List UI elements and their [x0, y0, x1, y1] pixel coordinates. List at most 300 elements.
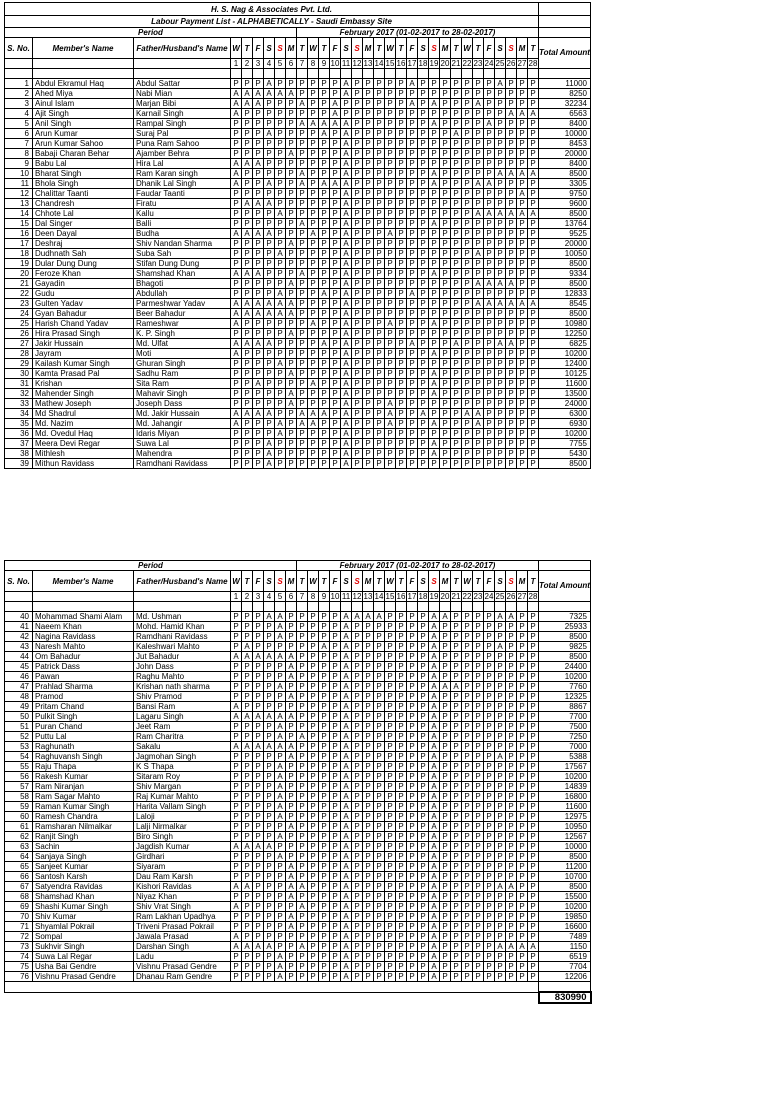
attendance-mark: P — [308, 429, 319, 439]
attendance-mark: P — [462, 762, 473, 772]
attendance-mark: P — [308, 299, 319, 309]
attendance-mark: P — [418, 632, 429, 642]
member-name: Suwa Lal Regar — [33, 952, 134, 962]
attendance-mark: A — [341, 419, 352, 429]
member-name: Puttu Lal — [33, 732, 134, 742]
attendance-mark: P — [341, 99, 352, 109]
father-husband-name: Bhagoti — [134, 279, 231, 289]
attendance-mark: P — [363, 672, 374, 682]
attendance-mark: P — [363, 419, 374, 429]
attendance-mark: P — [418, 642, 429, 652]
father-husband-name: Dau Ram Karsh — [134, 872, 231, 882]
attendance-mark: P — [528, 722, 539, 732]
member-name: Sanjeet Kumar — [33, 862, 134, 872]
attendance-mark: P — [352, 672, 363, 682]
attendance-mark: P — [242, 722, 253, 732]
attendance-mark: P — [451, 742, 462, 752]
weekday-header: T — [451, 38, 462, 59]
attendance-mark: P — [275, 319, 286, 329]
attendance-mark: P — [374, 852, 385, 862]
table-row — [5, 612, 591, 622]
attendance-mark: P — [506, 962, 517, 972]
attendance-mark: P — [517, 822, 528, 832]
attendance-mark: P — [319, 329, 330, 339]
total-amount: 8500 — [539, 169, 591, 179]
weekday-header: T — [396, 571, 407, 592]
weekday-header: S — [418, 38, 429, 59]
attendance-mark: A — [517, 189, 528, 199]
attendance-mark: P — [275, 199, 286, 209]
attendance-mark: P — [286, 159, 297, 169]
attendance-mark: P — [528, 772, 539, 782]
attendance-mark: P — [297, 449, 308, 459]
attendance-mark: P — [528, 409, 539, 419]
attendance-mark: P — [319, 812, 330, 822]
attendance-mark: P — [407, 139, 418, 149]
attendance-mark: P — [231, 399, 242, 409]
serial-number: 32 — [5, 389, 33, 399]
attendance-mark: P — [330, 672, 341, 682]
attendance-mark: P — [440, 822, 451, 832]
attendance-mark: P — [484, 682, 495, 692]
attendance-mark: P — [484, 309, 495, 319]
attendance-mark: P — [363, 882, 374, 892]
attendance-mark: P — [297, 792, 308, 802]
attendance-mark: P — [517, 782, 528, 792]
weekday-header: S — [275, 38, 286, 59]
serial-number: 36 — [5, 429, 33, 439]
attendance-mark: P — [517, 832, 528, 842]
attendance-mark: P — [363, 902, 374, 912]
attendance-mark: A — [231, 842, 242, 852]
attendance-mark: P — [231, 772, 242, 782]
attendance-mark: P — [484, 159, 495, 169]
attendance-mark: P — [242, 389, 253, 399]
weekday-header: S — [429, 38, 440, 59]
attendance-mark: A — [341, 792, 352, 802]
member-name: Dular Dung Dung — [33, 259, 134, 269]
table-row — [5, 149, 591, 159]
attendance-mark: P — [374, 972, 385, 982]
attendance-mark: P — [418, 239, 429, 249]
attendance-mark: P — [440, 722, 451, 732]
attendance-mark: P — [374, 439, 385, 449]
attendance-mark: P — [451, 892, 462, 902]
attendance-mark: A — [253, 299, 264, 309]
attendance-mark: P — [319, 632, 330, 642]
weekday-header: T — [297, 571, 308, 592]
attendance-mark: P — [407, 652, 418, 662]
attendance-mark: P — [253, 882, 264, 892]
table-row — [5, 892, 591, 902]
attendance-mark: P — [506, 652, 517, 662]
attendance-mark: P — [385, 109, 396, 119]
attendance-mark: P — [264, 782, 275, 792]
header-sno: S. No. — [5, 571, 33, 592]
attendance-mark: P — [484, 79, 495, 89]
attendance-mark: P — [528, 932, 539, 942]
table-row — [5, 782, 591, 792]
attendance-mark: A — [429, 179, 440, 189]
attendance-mark: P — [396, 339, 407, 349]
attendance-mark: P — [319, 159, 330, 169]
attendance-mark: P — [407, 772, 418, 782]
attendance-mark: P — [253, 672, 264, 682]
attendance-mark: A — [341, 762, 352, 772]
attendance-mark: A — [341, 912, 352, 922]
total-amount: 6930 — [539, 419, 591, 429]
attendance-mark: P — [462, 309, 473, 319]
serial-number: 55 — [5, 762, 33, 772]
attendance-mark: P — [242, 219, 253, 229]
attendance-mark: P — [484, 822, 495, 832]
attendance-mark: A — [341, 662, 352, 672]
serial-number: 46 — [5, 672, 33, 682]
attendance-mark: P — [418, 149, 429, 159]
attendance-mark: P — [275, 409, 286, 419]
attendance-mark: P — [297, 139, 308, 149]
attendance-mark: P — [473, 962, 484, 972]
attendance-mark: A — [286, 329, 297, 339]
total-amount: 7000 — [539, 742, 591, 752]
attendance-mark: A — [429, 119, 440, 129]
attendance-mark: P — [517, 79, 528, 89]
attendance-mark: P — [451, 429, 462, 439]
attendance-mark: P — [418, 932, 429, 942]
attendance-mark: P — [297, 692, 308, 702]
attendance-mark: P — [396, 139, 407, 149]
serial-number: 76 — [5, 972, 33, 982]
weekday-header: M — [286, 571, 297, 592]
attendance-mark: P — [418, 672, 429, 682]
attendance-mark: P — [264, 632, 275, 642]
attendance-mark: A — [429, 389, 440, 399]
total-amount: 12206 — [539, 972, 591, 982]
attendance-mark: A — [429, 672, 440, 682]
member-name: Jayram — [33, 349, 134, 359]
attendance-mark: A — [429, 742, 440, 752]
attendance-mark: A — [264, 842, 275, 852]
attendance-mark: P — [462, 239, 473, 249]
attendance-mark: P — [495, 802, 506, 812]
attendance-mark: A — [275, 722, 286, 732]
attendance-mark: A — [231, 712, 242, 722]
attendance-mark: P — [330, 169, 341, 179]
attendance-mark: P — [440, 792, 451, 802]
attendance-mark: P — [440, 622, 451, 632]
attendance-mark: P — [374, 672, 385, 682]
attendance-mark: P — [264, 429, 275, 439]
attendance-mark: P — [495, 632, 506, 642]
attendance-mark: P — [231, 209, 242, 219]
attendance-mark: A — [286, 672, 297, 682]
attendance-mark: P — [407, 902, 418, 912]
attendance-mark: P — [528, 832, 539, 842]
attendance-mark: P — [319, 269, 330, 279]
attendance-mark: P — [462, 642, 473, 652]
attendance-mark: P — [506, 782, 517, 792]
attendance-mark: P — [308, 632, 319, 642]
attendance-mark: P — [407, 349, 418, 359]
attendance-mark: P — [253, 752, 264, 762]
attendance-mark: A — [242, 652, 253, 662]
attendance-mark: P — [363, 712, 374, 722]
attendance-mark: P — [440, 882, 451, 892]
attendance-mark: P — [517, 219, 528, 229]
attendance-mark: P — [528, 662, 539, 672]
total-amount: 10000 — [539, 842, 591, 852]
attendance-mark: P — [231, 912, 242, 922]
header-total-amount: Total Amount — [539, 571, 591, 602]
attendance-mark: P — [286, 772, 297, 782]
attendance-mark: A — [440, 682, 451, 692]
attendance-mark: P — [495, 792, 506, 802]
attendance-mark: P — [352, 179, 363, 189]
attendance-mark: P — [330, 259, 341, 269]
attendance-mark: P — [297, 329, 308, 339]
attendance-mark: P — [374, 269, 385, 279]
day-number: 8 — [308, 59, 319, 69]
attendance-mark: P — [418, 319, 429, 329]
attendance-mark: P — [242, 682, 253, 692]
attendance-mark: P — [484, 259, 495, 269]
attendance-mark: P — [385, 289, 396, 299]
attendance-mark: P — [374, 682, 385, 692]
attendance-mark: P — [517, 802, 528, 812]
attendance-mark: P — [495, 419, 506, 429]
attendance-mark: P — [462, 439, 473, 449]
attendance-mark: P — [363, 702, 374, 712]
attendance-mark: A — [429, 349, 440, 359]
attendance-mark: P — [319, 79, 330, 89]
attendance-mark: P — [363, 359, 374, 369]
total-amount: 9750 — [539, 189, 591, 199]
attendance-mark: P — [440, 149, 451, 159]
day-number: 20 — [440, 59, 450, 68]
total-amount: 8400 — [539, 159, 591, 169]
father-husband-name: Md. Ulfat — [134, 339, 231, 349]
member-name: Puran Chand — [33, 722, 134, 732]
attendance-mark: A — [308, 379, 319, 389]
attendance-mark: P — [308, 712, 319, 722]
attendance-mark: P — [275, 159, 286, 169]
attendance-mark: P — [484, 349, 495, 359]
attendance-mark: P — [528, 159, 539, 169]
attendance-mark: P — [275, 892, 286, 902]
attendance-mark: P — [418, 812, 429, 822]
attendance-mark: P — [275, 862, 286, 872]
attendance-mark: P — [242, 189, 253, 199]
member-name: Gayadin — [33, 279, 134, 289]
attendance-mark: P — [506, 742, 517, 752]
attendance-mark: P — [286, 179, 297, 189]
attendance-mark: P — [440, 209, 451, 219]
attendance-mark: P — [308, 439, 319, 449]
attendance-mark: P — [352, 429, 363, 439]
attendance-mark: P — [418, 732, 429, 742]
attendance-mark: P — [264, 642, 275, 652]
attendance-mark: P — [528, 712, 539, 722]
attendance-mark: P — [308, 359, 319, 369]
attendance-mark: P — [242, 672, 253, 682]
total-amount: 6825 — [539, 339, 591, 349]
table-row — [5, 732, 591, 742]
serial-number: 4 — [5, 109, 33, 119]
attendance-mark: P — [275, 449, 286, 459]
total-amount: 17567 — [539, 762, 591, 772]
total-amount: 8500 — [539, 632, 591, 642]
attendance-mark: P — [385, 459, 396, 469]
attendance-mark: P — [440, 229, 451, 239]
attendance-mark: P — [275, 662, 286, 672]
attendance-mark: A — [429, 219, 440, 229]
attendance-mark: P — [440, 169, 451, 179]
attendance-mark: P — [462, 179, 473, 189]
attendance-mark: P — [264, 952, 275, 962]
attendance-mark: P — [374, 409, 385, 419]
attendance-mark: P — [231, 429, 242, 439]
attendance-mark: P — [308, 882, 319, 892]
attendance-mark: A — [341, 359, 352, 369]
attendance-mark: P — [352, 109, 363, 119]
attendance-mark: P — [407, 439, 418, 449]
attendance-mark: P — [484, 972, 495, 982]
attendance-mark: P — [286, 832, 297, 842]
attendance-mark: P — [352, 339, 363, 349]
attendance-mark: P — [297, 399, 308, 409]
attendance-mark: A — [528, 109, 539, 119]
attendance-mark: P — [253, 902, 264, 912]
attendance-mark: P — [363, 229, 374, 239]
attendance-mark: A — [429, 692, 440, 702]
member-name: Sanjaya Singh — [33, 852, 134, 862]
attendance-mark: P — [473, 672, 484, 682]
attendance-mark: P — [242, 762, 253, 772]
attendance-mark: P — [396, 972, 407, 982]
attendance-mark: A — [429, 962, 440, 972]
attendance-mark: A — [275, 972, 286, 982]
attendance-mark: P — [352, 912, 363, 922]
attendance-mark: P — [330, 359, 341, 369]
attendance-mark: P — [385, 449, 396, 459]
attendance-mark: P — [308, 159, 319, 169]
serial-number: 30 — [5, 369, 33, 379]
attendance-mark: A — [528, 942, 539, 952]
attendance-mark: P — [253, 912, 264, 922]
attendance-mark: P — [462, 902, 473, 912]
header-father-name: Father/Husband's Name — [134, 38, 231, 59]
attendance-mark: P — [506, 189, 517, 199]
attendance-mark: A — [341, 299, 352, 309]
attendance-mark: P — [385, 712, 396, 722]
attendance-mark: A — [297, 942, 308, 952]
attendance-mark: P — [297, 299, 308, 309]
day-number: 25 — [495, 59, 505, 68]
list-subtitle: Labour Payment List - ALPHABETICALLY - Saudi Embassy Site — [5, 16, 539, 28]
attendance-mark: P — [308, 792, 319, 802]
attendance-mark: P — [473, 832, 484, 842]
day-number: 12 — [352, 59, 362, 68]
attendance-mark: P — [352, 782, 363, 792]
attendance-mark: P — [231, 369, 242, 379]
attendance-mark: P — [264, 319, 275, 329]
attendance-mark: A — [231, 159, 242, 169]
attendance-mark: P — [473, 449, 484, 459]
table-row — [5, 882, 591, 892]
attendance-mark: P — [297, 439, 308, 449]
weekday-header: M — [440, 571, 451, 592]
day-number: 7 — [297, 59, 308, 69]
attendance-mark: P — [440, 419, 451, 429]
attendance-mark: P — [297, 832, 308, 842]
attendance-mark: P — [495, 129, 506, 139]
attendance-mark: P — [385, 379, 396, 389]
attendance-mark: P — [264, 119, 275, 129]
attendance-mark: P — [495, 902, 506, 912]
attendance-mark: P — [374, 722, 385, 732]
attendance-mark: P — [440, 459, 451, 469]
attendance-mark: A — [275, 309, 286, 319]
total-amount: 11200 — [539, 862, 591, 872]
attendance-mark: P — [418, 762, 429, 772]
attendance-mark: P — [308, 802, 319, 812]
attendance-mark: P — [462, 802, 473, 812]
attendance-mark: A — [231, 902, 242, 912]
attendance-mark: P — [407, 279, 418, 289]
father-husband-name: Raghu Mahto — [134, 672, 231, 682]
attendance-mark: P — [308, 742, 319, 752]
attendance-mark: P — [363, 742, 374, 752]
attendance-mark: A — [264, 179, 275, 189]
attendance-mark: P — [286, 199, 297, 209]
attendance-mark: A — [429, 812, 440, 822]
attendance-mark: P — [242, 429, 253, 439]
attendance-mark: P — [352, 852, 363, 862]
attendance-mark: P — [363, 912, 374, 922]
attendance-mark: P — [253, 622, 264, 632]
attendance-mark: P — [517, 752, 528, 762]
attendance-mark: P — [396, 319, 407, 329]
attendance-mark: P — [352, 962, 363, 972]
attendance-mark: P — [506, 199, 517, 209]
attendance-mark: P — [352, 632, 363, 642]
day-number: 16 — [396, 59, 406, 68]
attendance-mark: P — [231, 832, 242, 842]
table-row — [5, 199, 591, 209]
attendance-mark: P — [407, 872, 418, 882]
attendance-mark: P — [396, 962, 407, 972]
attendance-mark: P — [506, 712, 517, 722]
attendance-mark: A — [264, 89, 275, 99]
attendance-mark: P — [385, 622, 396, 632]
attendance-mark: P — [319, 259, 330, 269]
attendance-mark: P — [517, 722, 528, 732]
table-row — [5, 702, 591, 712]
attendance-mark: P — [429, 299, 440, 309]
attendance-mark: P — [242, 79, 253, 89]
attendance-mark: P — [286, 962, 297, 972]
weekday-header: W — [308, 38, 319, 59]
total-amount: 10200 — [539, 672, 591, 682]
attendance-mark: P — [297, 79, 308, 89]
father-husband-name: Ram Charitra — [134, 732, 231, 742]
attendance-mark: P — [319, 662, 330, 672]
attendance-mark: P — [396, 672, 407, 682]
attendance-mark: P — [231, 692, 242, 702]
attendance-mark: P — [396, 89, 407, 99]
attendance-mark: P — [308, 309, 319, 319]
attendance-mark: P — [451, 692, 462, 702]
